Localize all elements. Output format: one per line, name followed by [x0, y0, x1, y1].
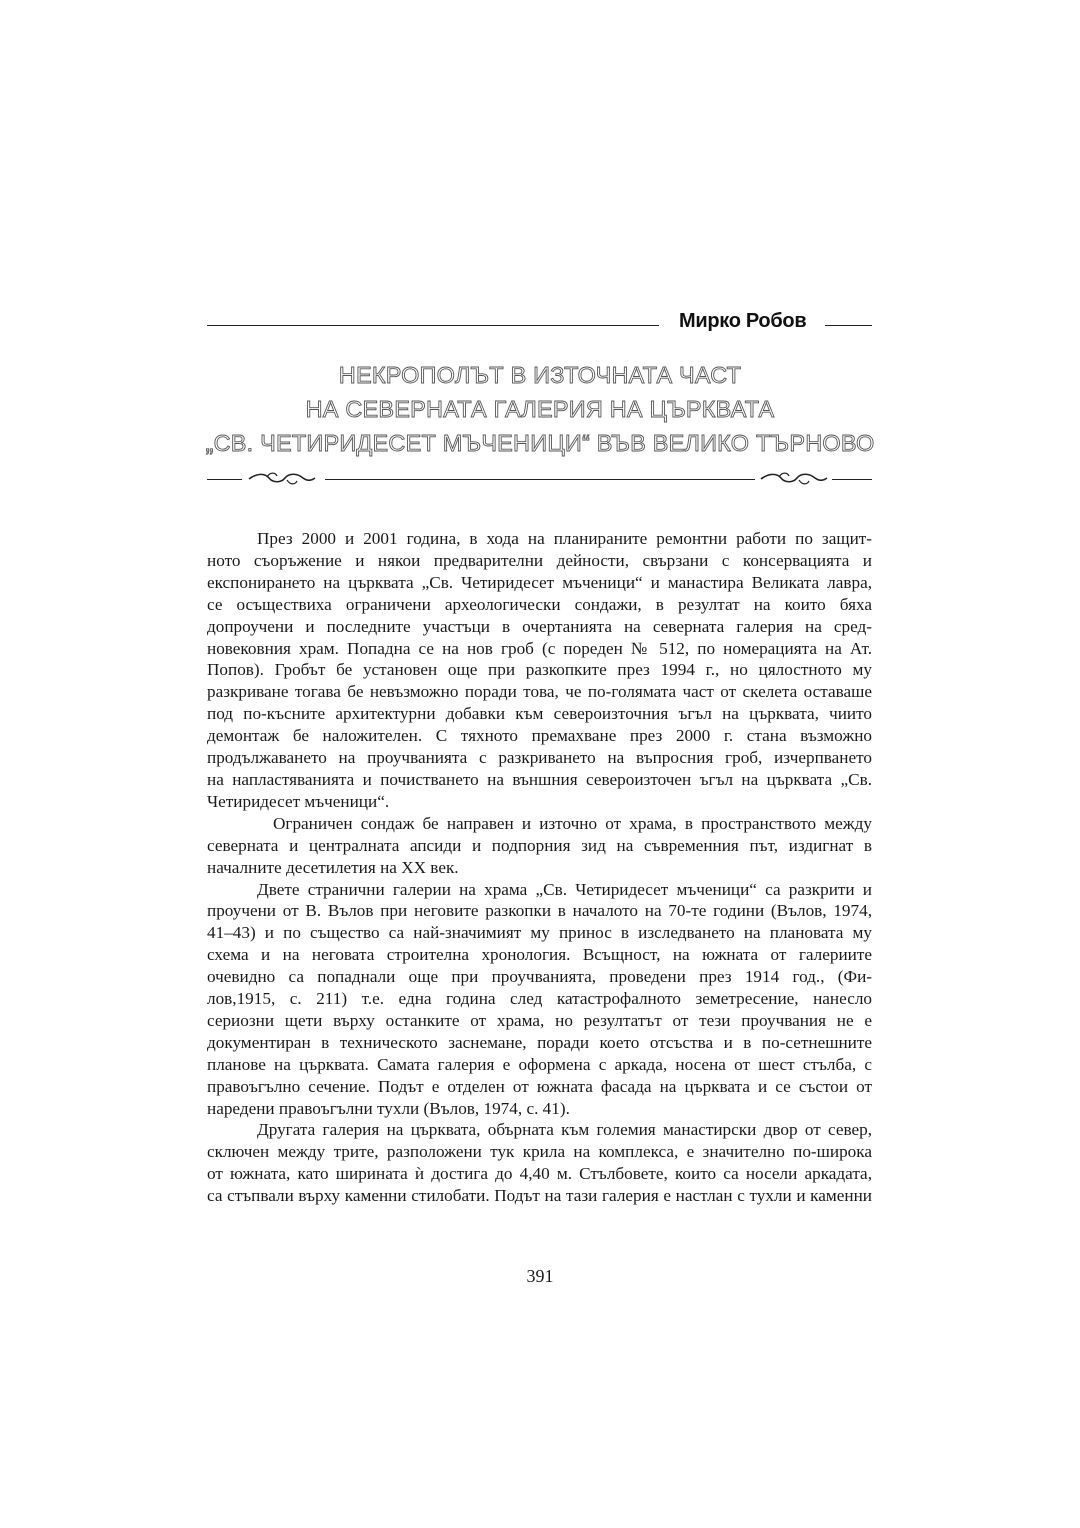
divider-rule-left	[207, 479, 242, 480]
text-line: са стъпвали върху каменни стилобати. Подът на тази галерия е настлан с тухли и каменни	[207, 1186, 872, 1206]
article-body	[207, 528, 872, 1207]
text-line: началните десетилетия на XX век.	[207, 857, 459, 877]
text-line: 41–43) и по същество са най-значимият му принос в изследването на плановата му	[207, 923, 872, 943]
text-line: под по-късните архитектурни добавки към североизточния ъгъл на църквата, чиито	[207, 704, 872, 724]
text-line: Другата галерия на църквата, обърната към големия манастирски двор от север,	[257, 1120, 872, 1140]
flourish-ornament-icon	[759, 469, 829, 489]
text-line: разкриване тогава бе невъзможно поради това, че по-голямата част от скелета оставаше	[207, 682, 872, 702]
flourish-ornament-icon	[247, 469, 317, 489]
text-line: демонтаж бе наложителен. С тяхното премахване през 2000 г. стана възможно	[207, 726, 872, 746]
title-line: НА СЕВЕРНАТА ГАЛЕРИЯ НА ЦЪРКВАТА	[305, 396, 775, 422]
header-rule-left	[207, 325, 659, 326]
page-number: 391	[526, 1266, 554, 1286]
text-line: проучени от В. Вълов при неговите разкопки в началото на 70-те години (Вълов, 1974,	[207, 901, 872, 921]
text-line: сключен между трите, разположени тук крила на комплекса, е значително по-широка	[207, 1142, 872, 1162]
text-line: лов,1915, с. 211) т.е. една година след катастрофалното земетресение, нанесло	[207, 989, 872, 1009]
text-line: от южната, като ширината ѝ достига до 4,40 м. Стълбовете, които са носели аркадата,	[207, 1164, 872, 1184]
header-rule-right	[825, 325, 872, 326]
text-line: северната и централната апсиди и подпорния зид на съвременния път, издигнат в	[207, 835, 872, 855]
divider-rule-right	[832, 479, 872, 480]
article-title	[150, 358, 930, 460]
text-line: новековния храм. Попадна се на нов гроб (с пореден № 512, по номерацията на Ат.	[207, 638, 872, 658]
text-line: допроучени и последните участъци в очертанията на северната галерия на сред-	[207, 616, 872, 636]
divider-rule-center	[325, 479, 755, 480]
text-line: на напластяванията и почистването на външния североизточен ъгъл на църквата „Св.	[207, 769, 872, 789]
text-line: Попов). Гробът бе установен още при разкопките през 1994 г., но цялостното му	[207, 660, 872, 680]
text-line: схема и на неговата строителна хронология. Всъщност, на южната от галериите	[207, 945, 872, 965]
text-line: очевидно са попаднали още при проучванията, проведени през 1914 год., (Фи-	[207, 967, 872, 987]
author-name: Мирко Робов	[679, 310, 807, 332]
text-line: продължаването на проучванията с разкриването на въпросния гроб, изчерпването	[207, 748, 872, 768]
text-line: ното съоръжение и някои предварителни дейности, свързани с консервацията и	[207, 550, 872, 570]
title-line: НЕКРОПОЛЪТ В ИЗТОЧНАТА ЧАСТ	[338, 362, 742, 388]
text-line: се осъществиха ограничени археологически сондажи, в резултат на които бяха	[207, 594, 872, 614]
text-line: През 2000 и 2001 година, в хода на планираните ремонтни работи по защит-	[257, 529, 872, 548]
paragraph	[207, 1119, 872, 1207]
running-header	[207, 308, 872, 342]
text-line: Двете странични галерии на храма „Св. Четиридесет мъченици“ са разкрити и	[257, 879, 872, 899]
text-line: наредени правоъгълни тухли (Вълов, 1974, с. 41).	[207, 1098, 570, 1118]
text-line: Ограничен сондаж бе направен и източно от храма, в пространството между	[273, 813, 872, 833]
text-line: документиран в техническото заснемане, поради което отсъства и в по-сетнешните	[207, 1032, 872, 1052]
text-line: планове на църквата. Самата галерия е оформена с аркада, носена от шест стълба, с	[207, 1054, 872, 1074]
title-ornament-divider	[207, 467, 872, 491]
title-line: „СВ. ЧЕТИРИДЕСЕТ МЪЧЕНИЦИ“ ВЪВ ВЕЛИКО ТЪРНОВО	[205, 430, 875, 456]
text-line: правоъгълно сечение. Подът е отделен от южната фасада на църквата и се състои от	[207, 1076, 872, 1096]
paragraph	[207, 813, 872, 879]
paragraph	[207, 528, 872, 813]
text-line: сериозни щети върху останките от храма, но резултатът от тези проучвания не е	[207, 1010, 872, 1030]
paragraph	[207, 879, 872, 1120]
text-line: Четиридесет мъченици“.	[207, 791, 390, 811]
text-line: експонирането на църквата „Св. Четиридесет мъченици“ и манастира Великата лавра,	[207, 572, 872, 592]
